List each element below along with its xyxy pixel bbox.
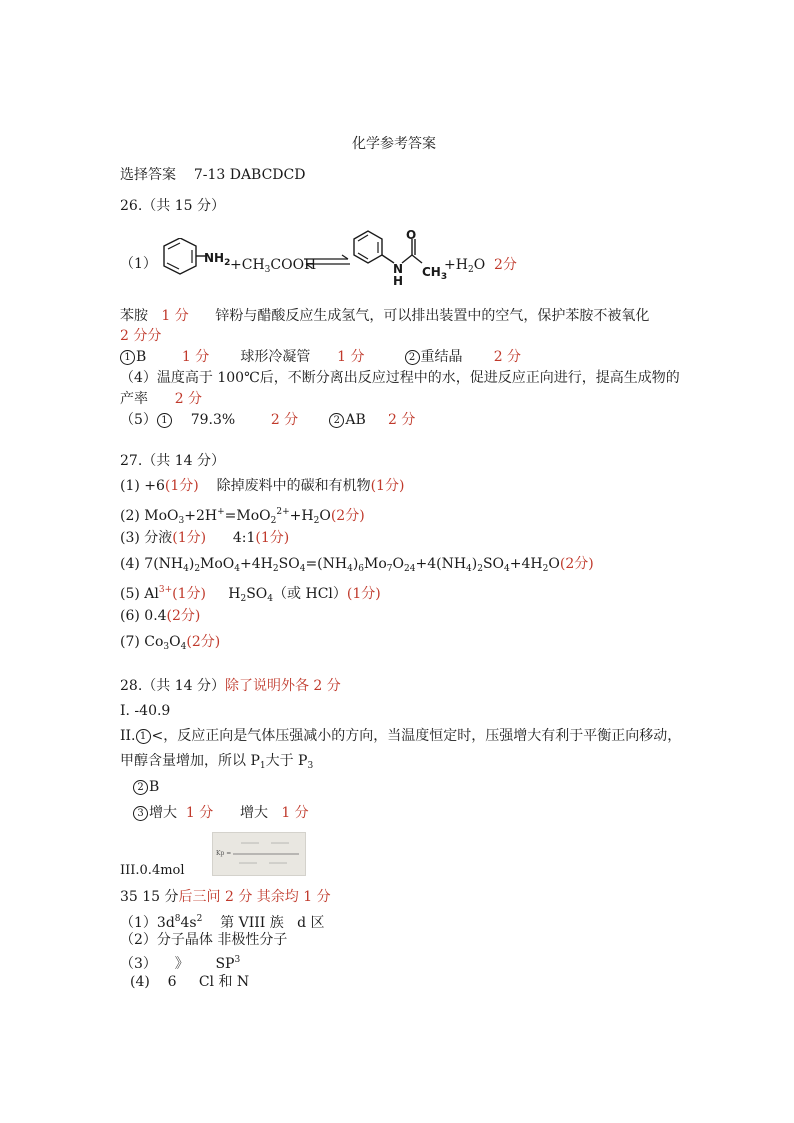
choice-label: 选择答案	[120, 167, 176, 183]
aniline-structure-icon	[150, 238, 210, 288]
q26-p1-num: （1）	[120, 256, 157, 272]
q28-line-4: 2 B	[133, 778, 159, 796]
kp-formula-image: Kp =	[212, 832, 306, 876]
q28-line-1: I. -40.9	[120, 703, 171, 719]
q28-line-6: III.0.4mol	[120, 863, 185, 878]
q27-line-7: (7) $Co_3O_4(2$分)	[120, 634, 221, 652]
q35-line-3: （3） 》 $SP^3$	[120, 955, 241, 972]
amide-n-label: N	[393, 262, 404, 276]
q26-part4: （4）温度高于 100℃后，不断分离出反应过程中的水，促进反应正向进行，提高生成物的	[120, 370, 680, 386]
q26-p1-score: 2分	[494, 257, 517, 273]
q26-line-3: 1 B 1 分 球形冷凝管 1 分 2 重结晶 2 分	[120, 348, 521, 366]
q35-line-1: $(1)3d^84s^2$ 第 VIII 族 d 区	[120, 914, 325, 931]
q27-line-6: (6) 0.4(2分)	[120, 608, 201, 624]
q26-line-2: 苯胺 1 分 锌粉与醋酸反应生成氢气，可以排出装置中的空气，保护苯胺不被氧化	[120, 308, 650, 324]
q26-part5: （5） 1 79.3% 2 分 2 AB 2 分	[120, 412, 416, 428]
q28-line-2: II. 1 <，反应正向是气体压强减小的方向，当温度恒定时，压强增大有利于平衡正向移动，	[120, 728, 682, 744]
q28-header: 28.（共 14 分）除了说明外各 2 分	[120, 678, 341, 694]
q27-line-4: (4) $7(NH_4)_2MoO_4+4H_2SO_4=(NH_4)_6Mo_7O_{24}+4(NH_4)_2SO_4+4H_2O(2$分)	[120, 556, 594, 574]
q27-line-2: (2) $MoO_3+2H^+=MoO_2^{2+}+H_2O(2$分)	[120, 507, 365, 526]
q26-header: 26.（共 15 分）	[120, 198, 225, 214]
q27-line-1: (1) +6(1分) 除掉废料中的碳和有机物(1分)	[120, 478, 405, 494]
nh2-label: $NH_2$	[204, 251, 231, 268]
q26-part4-cont: 产率 2 分	[120, 391, 203, 407]
q35-line-2: （2）分子晶体 非极性分子	[120, 932, 288, 948]
q28-line-5: 3 增大 1 分 增大 1 分	[133, 804, 309, 822]
q27-header: 27.（共 14 分）	[120, 453, 225, 469]
q27-line-3: (3) 分液(1分) 4:1(1分)	[120, 530, 290, 546]
q27-line-5: (5) $Al^{3+}(1$分) $H_2SO_4$（或 HCl）(1分)	[120, 585, 381, 604]
choice-value: 7-13 DABCDCD	[193, 167, 306, 183]
q35-header: 35 15 分后三问 2 分 其余均 1 分	[120, 889, 331, 905]
q28-line-3: 甲醇含量增加，所以 $P_1$大于 $P_3$	[120, 753, 314, 771]
page-title: 化学参考答案	[352, 136, 436, 152]
equilibrium-arrow-icon	[302, 254, 352, 270]
q26-line-2-score: 2 分分	[120, 328, 162, 344]
amide-h-label: H	[393, 274, 404, 288]
carbonyl-o-label: O	[406, 228, 417, 242]
methyl-label: $CH_3$	[422, 265, 448, 282]
ch3cooh-label: $+CH_3COOH$	[230, 257, 317, 275]
q35-line-4: (4) 6 Cl 和 N	[130, 974, 250, 990]
h2o-label: $+H_2O$	[444, 257, 486, 275]
choice-answers	[120, 166, 305, 184]
